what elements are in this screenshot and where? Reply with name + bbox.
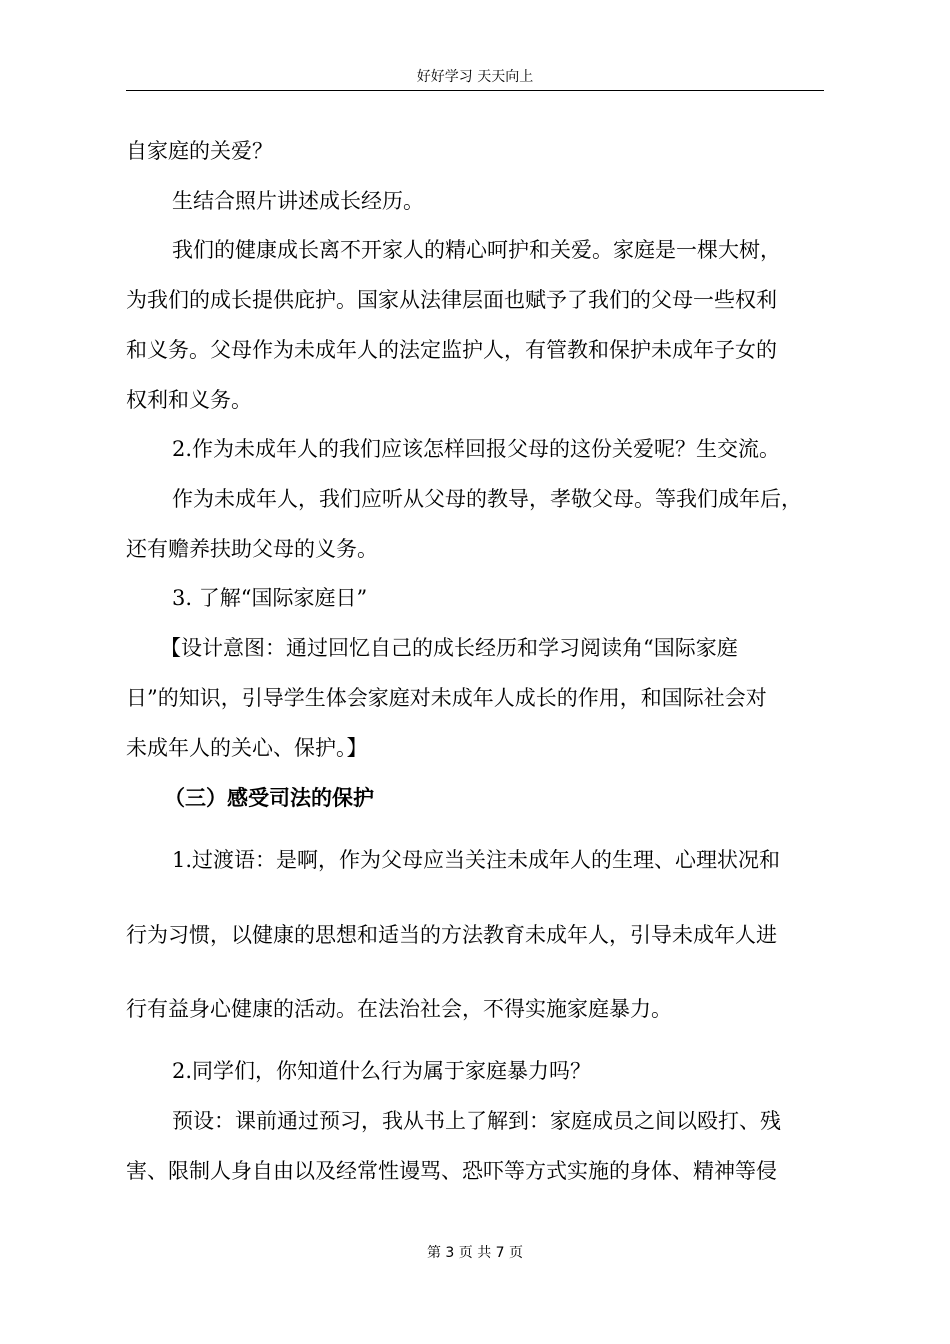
text-line: 为我们的成长提供庇护。国家从法律层面也赋予了我们的父母一些权利 bbox=[126, 288, 777, 312]
text-line: 行为习惯，以健康的思想和适当的方法教育未成年人，引导未成年人进 bbox=[126, 923, 777, 947]
page-number: 第 3 页 共 7 页 bbox=[426, 1245, 524, 1261]
text-line: 1.过渡语：是啊，作为父母应当关注未成年人的生理、心理状况和 bbox=[172, 848, 781, 872]
text-line: 害、限制人身自由以及经常性谩骂、恐吓等方式实施的身体、精神等侵 bbox=[126, 1159, 777, 1183]
text-line: 预设：课前通过预习，我从书上了解到：家庭成员之间以殴打、残 bbox=[172, 1109, 781, 1133]
text-line: 2.作为未成年人的我们应该怎样回报父母的这份关爱呢？生交流。 bbox=[172, 437, 781, 461]
text-line: 还有赡养扶助父母的义务。 bbox=[126, 537, 378, 561]
text-line: 和义务。父母作为未成年人的法定监护人，有管教和保护未成年子女的 bbox=[126, 338, 777, 362]
text-line: 作为未成年人，我们应听从父母的教导，孝敬父母。等我们成年后， bbox=[172, 487, 802, 511]
text-line: 生结合照片讲述成长经历。 bbox=[172, 189, 424, 213]
page-header: 好好学习 天天向上 bbox=[126, 68, 824, 91]
text-line: 自家庭的关爱？ bbox=[126, 139, 273, 163]
design-intent-line: 日”的知识，引导学生体会家庭对未成年人成长的作用，和国际社会对 bbox=[126, 686, 767, 710]
text-line: 权利和义务。 bbox=[126, 388, 252, 412]
design-intent-line: 未成年人的关心、保护。】 bbox=[126, 736, 368, 760]
section-heading: （三）感受司法的保护 bbox=[164, 786, 374, 810]
text-line: 我们的健康成长离不开家人的精心呵护和关爱。家庭是一棵大树， bbox=[172, 238, 781, 262]
text-line: 3. 了解“国际家庭日” bbox=[172, 586, 368, 610]
text-line: 2.同学们，你知道什么行为属于家庭暴力吗？ bbox=[172, 1059, 592, 1083]
text-line: 行有益身心健康的活动。在法治社会，不得实施家庭暴力。 bbox=[126, 997, 672, 1021]
design-intent-line: 【设计意图：通过回忆自己的成长经历和学习阅读角“国际家庭 bbox=[160, 636, 738, 660]
